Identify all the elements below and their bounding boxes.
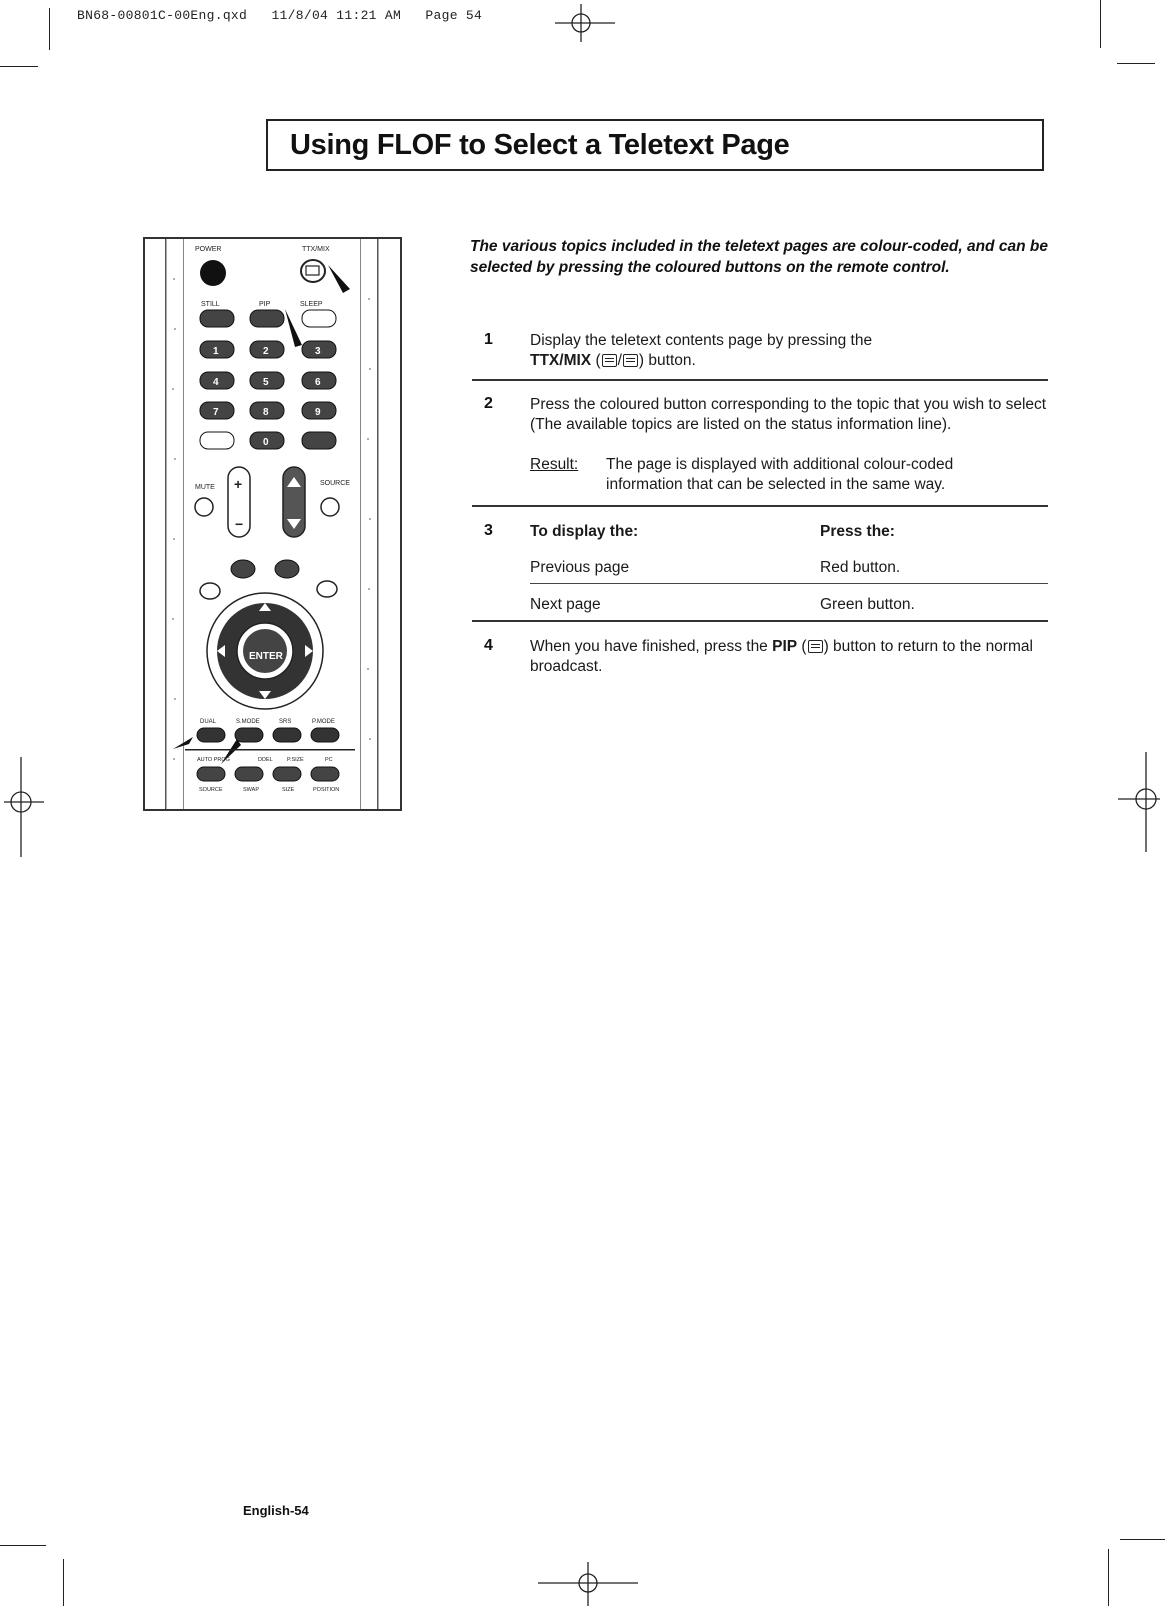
pip-button-name: PIP (772, 638, 798, 655)
svg-text:+: + (234, 476, 243, 492)
svg-text:PC: PC (325, 757, 333, 763)
table-cell: Next page (530, 596, 601, 613)
crop-mark (0, 66, 38, 67)
svg-text:4: 4 (213, 377, 219, 388)
svg-text:2: 2 (263, 346, 269, 357)
page-footer: English-54 (243, 1503, 309, 1518)
crop-mark (1100, 0, 1101, 48)
svg-text:0: 0 (263, 437, 269, 448)
svg-text:7: 7 (213, 407, 219, 418)
svg-text:DUAL: DUAL (200, 719, 217, 725)
registration-mark-icon (1116, 752, 1160, 852)
ttx-mix-button-name: TTX/MIX (530, 352, 592, 369)
divider (472, 505, 1048, 507)
svg-text:SOURCE: SOURCE (199, 787, 223, 793)
pip-icon (808, 640, 823, 653)
power-button-icon (200, 260, 226, 286)
svg-text:AUTO PROG: AUTO PROG (197, 757, 230, 763)
svg-text:S.MODE: S.MODE (236, 719, 260, 725)
step-1-text: Display the teletext contents page by pressing the TTX/MIX ( / ) button. (530, 332, 873, 369)
step-4-text: When you have finished, press the PIP ( ) button to return to the normal broadcast. (530, 638, 1033, 675)
ttx-label: TTX/MIX (302, 246, 330, 253)
crop-mark (0, 1545, 46, 1546)
svg-text:−: − (235, 516, 244, 532)
remote-control-drawing (145, 239, 400, 809)
result-text: The page is displayed with additional colour-coded information that can be selected in the same way. (606, 456, 954, 493)
page-title: Using FLOF to Select a Teletext Page (290, 129, 790, 161)
svg-text:P.SIZE: P.SIZE (287, 757, 304, 763)
svg-text:P.MODE: P.MODE (312, 719, 335, 725)
pointer-arrow-icon (285, 309, 302, 347)
step-number: 4 (484, 637, 493, 654)
svg-text:SIZE: SIZE (282, 787, 295, 793)
svg-text:3: 3 (315, 346, 321, 357)
svg-text:MUTE: MUTE (195, 484, 215, 491)
table-cell: Previous page (530, 559, 630, 576)
mix-icon (623, 354, 638, 367)
svg-text:8: 8 (263, 407, 269, 418)
svg-text:STILL: STILL (201, 301, 220, 308)
printer-slug: BN68-00801C-00Eng.qxd 11/8/04 11:21 AM Page 54 (77, 8, 483, 23)
page-title-box (266, 119, 1044, 171)
pointer-arrow-icon (328, 265, 350, 293)
crop-mark (1117, 63, 1155, 64)
step-number: 1 (484, 331, 493, 348)
svg-text:SWAP: SWAP (243, 787, 259, 793)
svg-text:9: 9 (315, 407, 321, 418)
remote-control-illustration (143, 237, 402, 811)
svg-text:SLEEP: SLEEP (300, 301, 323, 308)
registration-mark-icon (538, 1560, 638, 1606)
power-label: POWER (195, 246, 222, 253)
crop-mark (63, 1559, 64, 1606)
ttx-button-icon (301, 260, 325, 282)
svg-text:SRS: SRS (279, 719, 292, 725)
svg-text:SOURCE: SOURCE (320, 480, 350, 487)
crop-mark (1120, 1539, 1165, 1540)
svg-text:POSITION: POSITION (313, 787, 340, 793)
crop-mark (49, 8, 50, 50)
step-2-text: Press the coloured button corresponding to the topic that you wish to select (The available topics are listed on the status information line). (530, 396, 1047, 433)
divider (472, 620, 1048, 622)
step-number: 2 (484, 395, 493, 412)
result-label: Result: (530, 456, 579, 473)
crop-mark (1108, 1549, 1109, 1606)
teletext-icon (602, 354, 617, 367)
registration-mark-icon (0, 757, 44, 857)
svg-text:ENTER: ENTER (249, 651, 283, 662)
registration-mark-icon (555, 2, 615, 44)
table-cell: Red button. (820, 559, 901, 576)
svg-text:6: 6 (315, 377, 321, 388)
table-header: Press the: (820, 523, 895, 540)
svg-text:5: 5 (263, 377, 269, 388)
svg-text:DDEL: DDEL (258, 757, 273, 763)
divider (472, 379, 1048, 381)
table-cell: Green button. (820, 596, 915, 613)
svg-text:1: 1 (213, 346, 219, 357)
table-divider (530, 583, 1048, 584)
table-header: To display the: (530, 523, 639, 540)
intro-paragraph: The various topics included in the teletext pages are colour-coded, and can be selected by pressing the coloured buttons on the remote control. (470, 238, 1048, 276)
step-number: 3 (484, 522, 493, 539)
svg-text:PIP: PIP (259, 301, 271, 308)
